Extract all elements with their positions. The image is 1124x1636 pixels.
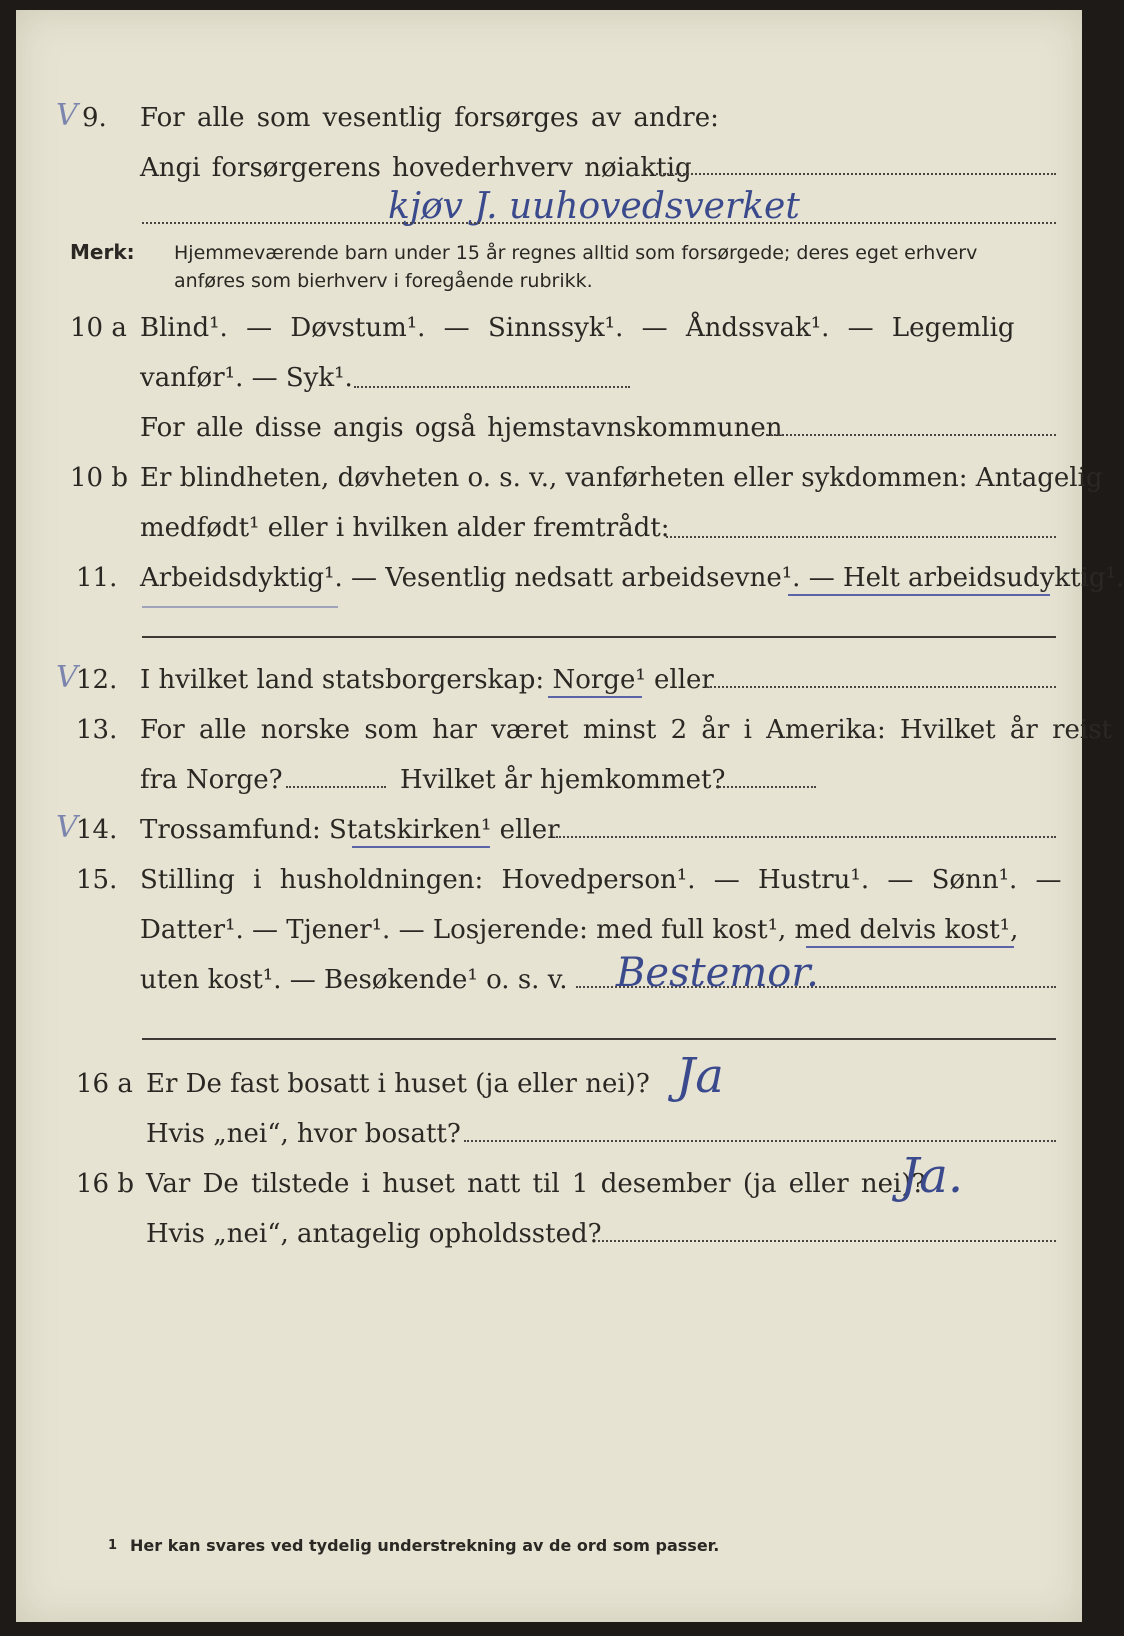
- question-14-number: 14.: [76, 815, 118, 845]
- question-12-label: I hvilket land statsborgerskap:: [140, 665, 553, 695]
- merk-label: Merk:: [70, 240, 135, 264]
- question-12-handwritten-underline: [548, 696, 642, 698]
- question-12-number: 12.: [76, 665, 118, 695]
- question-15-underlined-answer: med delvis kost¹,: [794, 915, 1019, 945]
- question-16b-line2: Hvis „nei“, antagelig opholdssted?: [146, 1219, 602, 1249]
- census-form-page: [16, 10, 1124, 1622]
- question-15-handwritten-answer: Bestemor.: [616, 950, 819, 996]
- question-13-departure-line: [286, 786, 386, 788]
- question-14-dotted-line: [556, 836, 1056, 838]
- question-15-line1: Stilling i husholdningen: Hovedperson¹. — Hustru¹. — Sønn¹. —: [140, 865, 1062, 895]
- question-13-return-line: [716, 786, 816, 788]
- question-12-eller: eller: [645, 665, 714, 695]
- question-11-options: Arbeidsdyktig¹. — Vesentlig nedsatt arbeidsevne¹. —: [140, 563, 843, 593]
- question-10a-line2: vanfør¹. — Syk¹.: [140, 363, 353, 393]
- merk-line2: anføres som bierhverv i foregående rubrikk.: [174, 270, 593, 292]
- question-15-handwritten-underline: [806, 946, 1014, 948]
- question-12-underlined-answer: Norge¹: [552, 665, 646, 695]
- question-14-text: [140, 814, 560, 846]
- question-9-line2: Angi forsørgerens hovederhverv nøiaktig: [140, 153, 692, 183]
- question-11-underlined-answer: Helt arbeidsudyktig¹.: [842, 563, 1124, 593]
- question-14-handwritten-underline: [352, 846, 490, 848]
- footnote-text: Her kan svares ved tydelig understrekning av de ord som passer.: [130, 1536, 720, 1555]
- question-10a-line1: Blind¹. — Døvstum¹. — Sinnssyk¹. — Åndssvak¹. — Legemlig: [140, 313, 1015, 343]
- footnote-mark: 1: [108, 1538, 118, 1553]
- question-15-line3: uten kost¹. — Besøkende¹ o. s. v.: [140, 965, 568, 995]
- question-15-line2-options: Datter¹. — Tjener¹. — Losjerende: med full kost¹,: [140, 915, 795, 945]
- question-14-label: Trossamfund:: [140, 815, 330, 845]
- question-10a-line3: For alle disse angis også hjemstavnskommunen: [140, 413, 783, 443]
- question-16a-handwritten-answer: Ja: [676, 1048, 724, 1104]
- question-16a-line1: Er De fast bosatt i huset (ja eller nei)?: [146, 1069, 650, 1099]
- question-14-underlined-answer: Statskirken¹: [329, 815, 492, 845]
- question-10b-line1: Er blindheten, døvheten o. s. v., vanførheten eller sykdommen: Antagelig: [140, 463, 1103, 493]
- question-13-line1: For alle norske som har været minst 2 år i Amerika: Hvilket år reist: [140, 715, 1112, 745]
- question-11-answer-line: [142, 636, 1056, 638]
- question-16b-line1: Var De tilstede i huset natt til 1 desember (ja eller nei)?: [146, 1169, 926, 1199]
- question-9-answer-line: [142, 222, 1056, 224]
- check-mark-12: V: [56, 660, 78, 695]
- question-11-faint-stroke: [142, 606, 338, 608]
- question-10b-dotted-line: [666, 536, 1056, 538]
- question-16b-handwritten-answer: Ja.: [900, 1148, 964, 1204]
- question-13-line2a: fra Norge?: [140, 765, 283, 795]
- question-15-number: 15.: [76, 865, 118, 895]
- question-16a-line2: Hvis „nei“, hvor bosatt?: [146, 1119, 461, 1149]
- question-16b-number: 16 b: [76, 1169, 134, 1199]
- question-15-answer-line: [142, 1038, 1056, 1040]
- check-mark-9: V: [56, 98, 78, 133]
- merk-line1: Hjemmeværende barn under 15 år regnes alltid som forsørgede; deres eget erhverv: [174, 242, 978, 264]
- question-10a-dotted-line: [354, 386, 630, 388]
- question-16a-dotted-line: [464, 1140, 1056, 1142]
- question-9-number: 9.: [82, 103, 107, 133]
- question-9-dotted-line: [656, 173, 1056, 175]
- question-10a-number: 10 a: [70, 313, 127, 343]
- question-9-handwritten-answer: kjøv J. uuhovedsverket: [388, 186, 800, 227]
- question-9-line1: For alle som vesentlig forsørges av andre:: [140, 103, 719, 133]
- question-13-number: 13.: [76, 715, 118, 745]
- question-10b-line2: medfødt¹ eller i hvilken alder fremtrådt:: [140, 513, 670, 543]
- check-mark-14: V: [56, 810, 78, 845]
- question-16b-dotted-line: [598, 1240, 1056, 1242]
- question-11-handwritten-underline: [788, 594, 1050, 596]
- question-11-text: [140, 562, 1124, 594]
- question-11-number: 11.: [76, 563, 118, 593]
- question-10b-number: 10 b: [70, 463, 128, 493]
- question-15-line2: [140, 914, 1018, 946]
- question-16a-number: 16 a: [76, 1069, 133, 1099]
- question-12-text: [140, 664, 714, 696]
- question-10a-home-municipality-line: [766, 434, 1056, 436]
- question-12-dotted-line: [706, 686, 1056, 688]
- question-13-line2b: Hvilket år hjemkommet?: [400, 765, 726, 795]
- question-14-eller: eller: [491, 815, 560, 845]
